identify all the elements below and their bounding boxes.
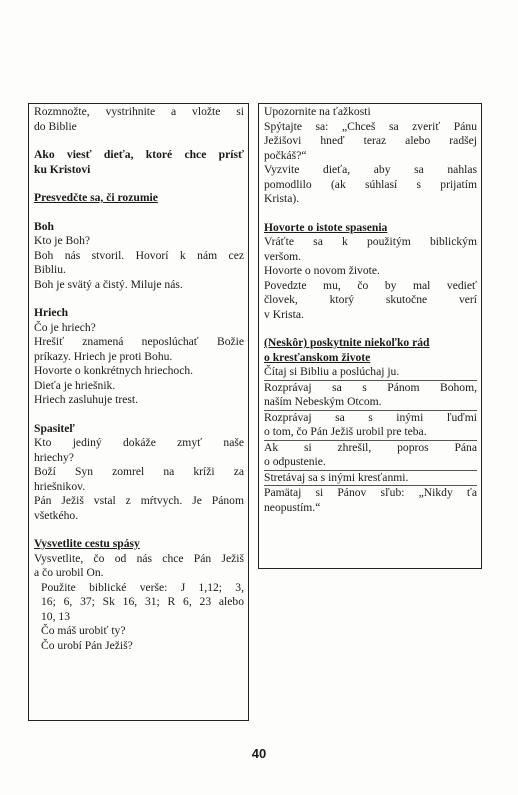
text-line: Čo urobí Pán Ježiš? — [41, 638, 133, 652]
section-heading-cesta: Vysvetlite cestu spásy — [34, 537, 140, 550]
text-line: a čo urobil On. — [34, 566, 104, 579]
right-guide-column — [258, 103, 482, 569]
text-line: Čo máš urobiť ty? — [41, 624, 126, 637]
section-heading-rady: o kresťanskom živote — [264, 350, 371, 364]
verse-block — [34, 581, 244, 654]
text-line: Rozprávaj sa s inými ľuďmi — [264, 410, 477, 424]
section-heading-check: Presvedčte sa, či rozumie — [34, 191, 158, 204]
section-heading-istota: Hovorte o istote spasenia — [264, 220, 388, 234]
text-line: Vráťte sa k použitým biblickým — [264, 235, 477, 248]
text-line: Stretávaj sa s inými kresťanmi. — [264, 471, 477, 487]
left-guide-column — [28, 103, 249, 721]
text-line: Kto je Boh? — [34, 234, 91, 247]
section-heading-boh: Boh — [34, 219, 54, 233]
text-line: Spýtajte sa: „Chceš sa zveriť Pánu — [264, 119, 477, 133]
text-line: hriešnikov. — [34, 479, 86, 493]
text-line: Hrešiť znamená neposlúchať Božie — [34, 335, 244, 348]
guide-title: ku Kristovi — [34, 162, 91, 176]
page-number: 40 — [251, 746, 267, 761]
text-line: v Krista. — [264, 307, 304, 321]
text-line: veršom. — [264, 249, 302, 263]
text-line: Vysvetlite, čo od nás chce Pán Ježiš — [34, 551, 244, 565]
section-heading-warn: Upozornite na ťažkosti — [264, 105, 371, 118]
text-line: 10, 13 — [41, 609, 70, 623]
text-line: človek, ktorý skutočne verí — [264, 293, 477, 306]
guide-title: Ako viesť dieťa, ktoré chce prísť — [34, 148, 244, 161]
intro-line: Rozmnožte, vystrihnite a vložte si — [34, 105, 244, 118]
section-heading-rady: (Neskôr) poskytnite niekoľko rád — [264, 336, 430, 349]
text-line: Hriech zasluhuje trest. — [34, 393, 138, 406]
text-line: Čítaj si Bibliu a poslúchaj ju. — [264, 365, 477, 381]
text-line: Použite biblické verše: J 1,12; 3, — [41, 580, 244, 594]
text-line: počkáš?“ — [264, 148, 307, 162]
text-line: Krista). — [264, 192, 300, 205]
section-heading-hriech: Hriech — [34, 306, 69, 319]
text-line: o odpustenie. — [264, 455, 477, 471]
text-line: neopustím.“ — [264, 500, 321, 514]
text-line: pomodlilo (ak súhlasí s prijatím — [264, 177, 477, 191]
text-line: Boh nás stvoril. Hovorí k nám cez — [34, 248, 244, 262]
text-line: všetkého. — [34, 508, 79, 522]
text-line: Pán Ježiš vstal z mŕtvych. Je Pánom — [34, 494, 244, 507]
text-line: príkazy. Hriech je proti Bohu. — [34, 349, 173, 363]
text-line: Bibliu. — [34, 263, 66, 276]
text-line: Hovorte o konkrétnych hriechoch. — [34, 364, 194, 377]
text-line: Pamätaj si Pánov sľub: „Nikdy ťa — [264, 486, 477, 499]
text-line: hriechy? — [34, 450, 74, 464]
text-line: Kto jediný dokáže zmyť naše — [34, 436, 244, 449]
text-line: Hovorte o novom živote. — [264, 264, 380, 277]
text-line: naším Nebeským Otcom. — [264, 395, 477, 411]
text-line: Rozprávaj sa s Pánom Bohom, — [264, 380, 477, 394]
text-line: Vyzvite dieťa, aby sa nahlas — [264, 163, 477, 176]
text-line: Ježišovi hneď teraz alebo radšej — [264, 134, 477, 147]
text-line: Dieťa je hriešnik. — [34, 378, 116, 392]
text-line: 16; 6, 37; Sk 16, 31; R 6, 23 alebo — [41, 595, 244, 608]
text-line: o tom, čo Pán Ježiš urobil pre teba. — [264, 425, 477, 441]
intro-line: do Biblie — [34, 119, 77, 133]
text-line: Ak si zhrešil, popros Pána — [264, 440, 477, 454]
section-heading-spasitel: Spasiteľ — [34, 421, 75, 435]
text-line: Boh je svätý a čistý. Miluje nás. — [34, 277, 183, 291]
text-line: Čo je hriech? — [34, 320, 96, 334]
text-line: Povedzte mu, čo by mal vedieť — [264, 278, 477, 292]
text-line: Boží Syn zomrel na kríži za — [34, 465, 244, 478]
